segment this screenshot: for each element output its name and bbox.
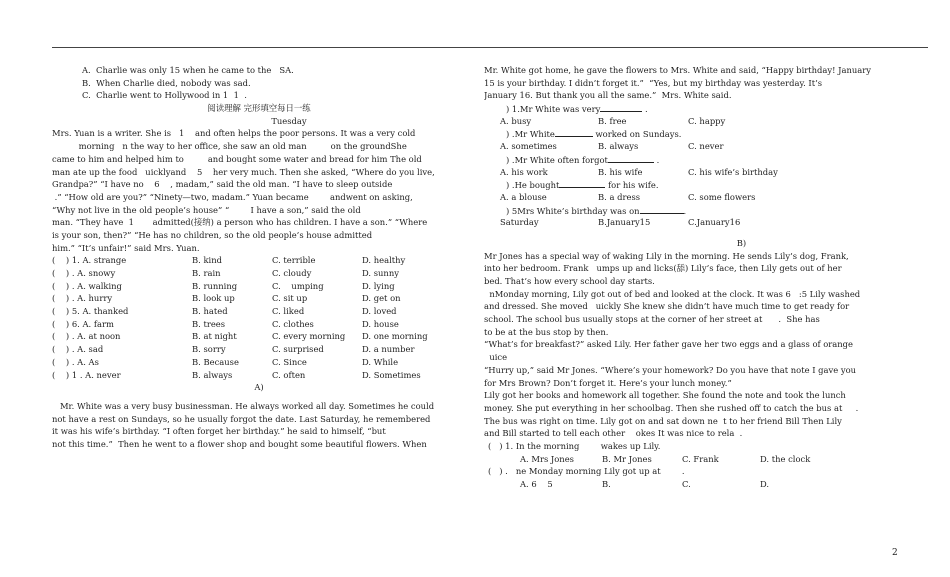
question-option-a: ( ) 1. A. strange xyxy=(52,255,127,266)
answer-blank xyxy=(640,204,684,214)
a-option-c: C. never xyxy=(688,141,724,152)
b-question-stem: ( ) 1. In the morning wakes up Lily. xyxy=(488,440,661,451)
a-question-stem xyxy=(484,178,899,191)
a-option-a: A. sometimes xyxy=(500,141,557,152)
page-number: 2 xyxy=(892,548,898,558)
question-row xyxy=(52,305,466,318)
question-row xyxy=(52,254,466,267)
a-option-b: B. free xyxy=(598,115,627,126)
question-option-b: B. hated xyxy=(192,306,228,317)
a-option-a: A. his work xyxy=(500,166,548,177)
question-option-d: D. lying xyxy=(362,280,395,291)
passage-b-line: “What’s for breakfast?” asked Lily. Her father gave her two eggs and a glass of orange xyxy=(484,339,853,350)
a-question-options xyxy=(484,216,899,229)
question-option-c: C. every morning xyxy=(272,331,346,342)
passage-line: Mrs. Yuan is a writer. She is 1 and often helps the poor persons. It was a very cold xyxy=(52,128,416,139)
a-question-stem xyxy=(484,204,899,217)
b-option-b: B. Mr Jones xyxy=(602,453,652,464)
answer-blank xyxy=(555,127,593,137)
a-question-options xyxy=(484,140,899,153)
question-option-b: B. sorry xyxy=(192,344,226,355)
a-option-b: B. always xyxy=(598,141,639,152)
b-question-stem: ( ) . ne Monday morning Lily got up at . xyxy=(488,466,685,477)
right-column xyxy=(484,64,899,491)
b-option-c: C. xyxy=(682,479,691,489)
a-question-stem-start: ) .Mr White xyxy=(498,129,555,140)
question-option-b: B. trees xyxy=(192,318,226,329)
passage-a-cont-line: 15 is your birthday. I didn’t forget it.” “Yes, but my birthday was yesterday. It’s xyxy=(484,77,823,88)
passage-b-line: and dressed. She moved uickly She knew she didn’t have much time to get ready for xyxy=(484,301,850,312)
a-question-options xyxy=(484,191,899,204)
question-option-d: D. loved xyxy=(362,306,397,317)
question-option-c: C. surprised xyxy=(272,344,324,355)
question-option-d: D. While xyxy=(362,356,399,367)
question-option-a: ( ) . A. hurry xyxy=(52,293,113,304)
b-question-list xyxy=(484,440,899,491)
passage-b-line: to be at the bus stop by then. xyxy=(484,326,609,337)
question-row xyxy=(52,280,466,293)
a-option-a: Saturday xyxy=(500,217,539,228)
question-option-a: ( ) . A. As xyxy=(52,356,99,367)
question-option-d: D. a number xyxy=(362,344,415,355)
b-option-c: C. Frank xyxy=(682,453,719,464)
question-row xyxy=(52,356,466,369)
a-option-c: C. happy xyxy=(688,115,726,126)
section-title: 阅读理解 完形填空每日一练 xyxy=(207,103,311,114)
passage-b-line: bed. That’s how every school day starts. xyxy=(484,276,655,286)
question-option-b: B. at night xyxy=(192,331,237,342)
header-rule xyxy=(52,47,928,48)
a-option-a: A. a blouse xyxy=(500,191,547,202)
question-option-a: ( ) . A. walking xyxy=(52,280,122,291)
answer-blank xyxy=(608,153,654,163)
passage-line: man ate up the food uicklyand 5 her very much. Then she asked, “Where do you live, xyxy=(52,166,435,177)
question-option-c: C. liked xyxy=(272,306,305,317)
question-option-d: D. healthy xyxy=(362,255,406,266)
passage-b-line: and Bill started to tell each other okes It was nice to rela . xyxy=(484,428,743,439)
prev-option-a: A. Charlie was only 15 when he came to the SA. xyxy=(82,65,294,75)
a-question-stem-end: for his wife. xyxy=(605,180,659,191)
b-option-d: D. xyxy=(760,479,770,489)
question-row xyxy=(52,292,466,305)
question-row xyxy=(52,330,466,343)
question-option-b: B. running xyxy=(192,280,238,291)
a-option-b: B. a dress xyxy=(598,191,641,202)
question-option-c: C. Since xyxy=(272,356,307,367)
a-question-stem-start: ) .He bought xyxy=(498,180,560,191)
passage-line: came to him and helped him to and bought some water and bread for him The old xyxy=(52,153,422,164)
prev-option-c: C. Charlie went to Hollywood in 1 1 . xyxy=(82,90,247,101)
passage-line: .” “How old are you?” “Ninety—two, madam.” Yuan became andwent on asking, xyxy=(52,191,413,202)
b-question-options xyxy=(484,478,899,491)
passage-b-line: The bus was right on time. Lily got on and sat down ne t to her friend Bill Then Lily xyxy=(484,415,842,426)
b-option-a: A. 6 5 xyxy=(520,479,553,489)
a-option-c: C. his wife’s birthday xyxy=(688,166,778,177)
b-option-d: D. the clock xyxy=(760,453,811,464)
question-row xyxy=(52,267,466,280)
question-option-b: B. rain xyxy=(192,268,221,278)
question-option-b: B. kind xyxy=(192,255,222,266)
question-option-b: B. look up xyxy=(192,293,235,304)
prev-option-b: B. When Charlie died, nobody was sad. xyxy=(82,77,251,88)
question-row xyxy=(52,369,466,382)
passage-a-cont-line: Mr. White got home, he gave the flowers to Mrs. White and said, “Happy birthday! January xyxy=(484,65,872,75)
question-list xyxy=(52,254,466,381)
question-option-c: C. clothes xyxy=(272,318,314,329)
spacer xyxy=(484,229,899,237)
a-question-stem-end: . xyxy=(642,104,648,115)
a-question-stem xyxy=(484,153,899,166)
passage-a-cont-line: January 16. But thank you all the same.” Mrs. White said. xyxy=(484,90,732,101)
left-column xyxy=(52,64,466,451)
a-option-b: B.January15 xyxy=(598,217,651,228)
question-option-b: B. Because xyxy=(192,356,239,367)
a-question-list xyxy=(484,102,899,229)
a-question-options xyxy=(484,166,899,179)
answer-blank xyxy=(559,178,605,188)
question-option-c: C. sit up xyxy=(272,293,308,304)
a-question-stem-end: worked on Sundays. xyxy=(592,129,682,140)
passage-b-line: “Hurry up,” said Mr Jones. “Where’s your homework? Do you have that note I gave you xyxy=(484,364,857,375)
question-option-a: ( ) 6. A. farm xyxy=(52,318,114,329)
a-question-stem xyxy=(484,127,899,140)
a-option-c: C.January16 xyxy=(688,217,741,228)
passage-a-line: Mr. White was a very busy businessman. He always worked all day. Sometimes he could xyxy=(52,400,435,411)
question-option-a: ( ) 5. A. thanked xyxy=(52,306,129,317)
a-option-c: C. some flowers xyxy=(688,191,756,202)
a-question-stem-start: ) 1.Mr White was very xyxy=(498,104,601,115)
passage-line: morning n the way to her office, she saw an old man on the groundShe xyxy=(52,141,407,152)
passage-b-line: money. She put everything in her schoolbag. Then she rushed off to catch the bus at . xyxy=(484,402,859,413)
question-option-a: ( ) . A. snowy xyxy=(52,268,116,278)
passage-line: him.” “It’s unfair!” said Mrs. Yuan. xyxy=(52,242,200,253)
a-question-stem-start: ) .Mr White often forgot xyxy=(498,154,608,165)
passage-b-line: for Mrs Brown? Don’t forget it. Here’s your lunch money.” xyxy=(484,377,732,388)
question-option-d: D. sunny xyxy=(362,268,399,278)
passage-b-line: Lily got her books and homework all together. She found the note and took the lunch xyxy=(484,390,846,401)
passage-b-line: into her bedroom. Frank umps up and licks(舔) Lily’s face, then Lily gets out of her xyxy=(484,263,842,274)
question-option-d: D. get on xyxy=(362,293,401,304)
question-option-d: D. Sometimes xyxy=(362,369,421,380)
a-option-b: B. his wife xyxy=(598,166,643,177)
passage-a-line: it was his wife’s birthday. “I often forget her birthday.” he said to himself, “but xyxy=(52,426,386,437)
passage-b-line: Mr Jones has a special way of waking Lily in the morning. He sends Lily’s dog, Frank, xyxy=(484,250,849,261)
question-option-c: C. terrible xyxy=(272,255,316,266)
passage-a-line: not have a rest on Sundays, so he usually forgot the date. Last Saturday, he remembered xyxy=(52,413,431,424)
question-option-a: ( ) . A. sad xyxy=(52,344,104,355)
question-row xyxy=(52,318,466,331)
section-a-label: A) xyxy=(254,382,264,393)
question-option-d: D. house xyxy=(362,318,399,329)
a-question-stem-end: . xyxy=(653,154,660,165)
a-question-options xyxy=(484,115,899,128)
b-question-options xyxy=(484,453,899,466)
a-question-stem-start: ) 5Mrs White’s birthday was on xyxy=(498,205,640,216)
day-heading: Tuesday xyxy=(271,115,307,126)
question-option-c: C. cloudy xyxy=(272,268,312,278)
b-option-a: A. Mrs Jones xyxy=(520,453,574,464)
question-option-d: D. one morning xyxy=(362,331,428,342)
b-option-b: B. xyxy=(602,479,611,489)
a-question-stem xyxy=(484,102,899,115)
answer-blank xyxy=(600,102,642,112)
question-option-c: C. often xyxy=(272,369,306,380)
a-question-stem-end: . xyxy=(683,205,687,216)
passage-line: Grandpa?” “I have no 6 , madam,” said the old man. “I have to sleep outside xyxy=(52,179,393,190)
passage-line: “Why not live in the old people’s house” “ I have a son,” said the old xyxy=(52,204,361,215)
question-option-a: ( ) 1 . A. never xyxy=(52,369,121,380)
passage-a-line: not this time.” Then he went to a flower shop and bought some beautiful flowers. When xyxy=(52,438,427,449)
passage-b-line: uice xyxy=(484,352,508,363)
passage-b-line: nMonday morning, Lily got out of bed and looked at the clock. It was 6 :5 Lily washed xyxy=(484,288,861,299)
question-option-a: ( ) . A. at noon xyxy=(52,331,121,342)
passage-line: is your son, then?” “He has no children, so the old people’s house admitted xyxy=(52,229,373,240)
section-b-label: B) xyxy=(736,237,747,248)
question-row xyxy=(52,343,466,356)
question-option-c: C. umping xyxy=(272,280,324,291)
passage-b-line: school. The school bus usually stops at the corner of her street at . She has xyxy=(484,314,820,325)
a-option-a: A. busy xyxy=(500,115,532,126)
question-option-b: B. always xyxy=(192,369,233,380)
passage-line: man. “They have 1 admitted(接纳) a person who has children. I have a son.” “Where xyxy=(52,217,428,228)
